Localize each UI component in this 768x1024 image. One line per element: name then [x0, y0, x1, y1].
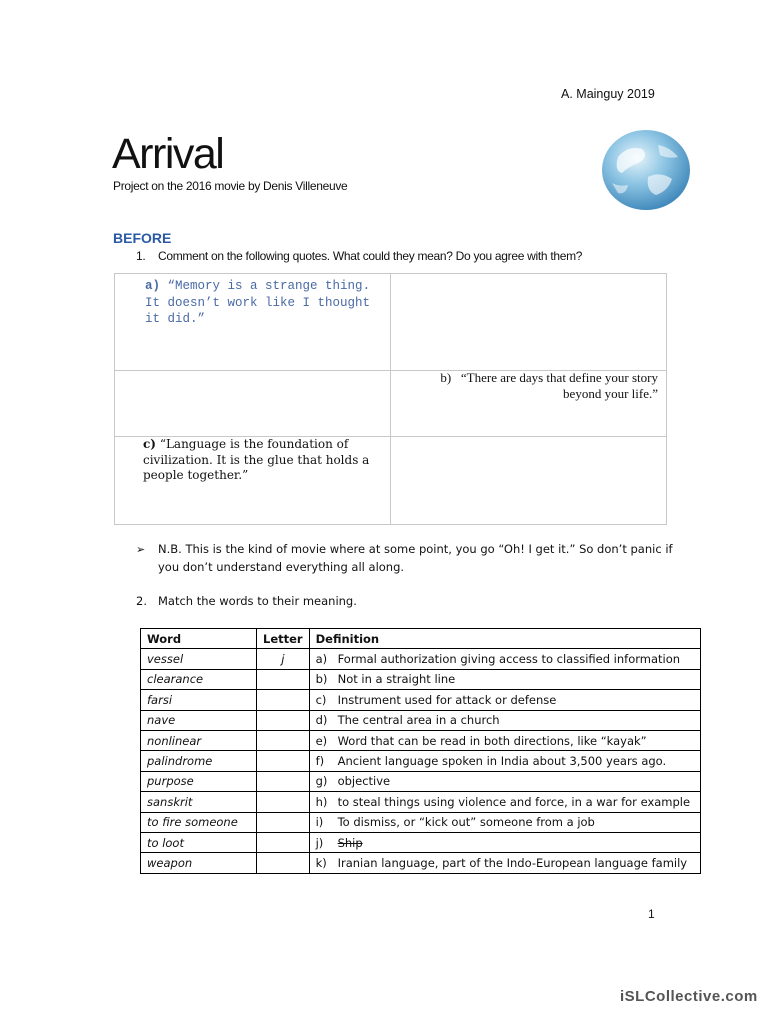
question-1-text: Comment on the following quotes. What could they mean? Do you agree with them?	[158, 249, 583, 263]
question-1-number: 1.	[136, 249, 146, 263]
header-letter: Letter	[257, 629, 310, 649]
letter-cell[interactable]	[257, 832, 310, 852]
document-subtitle: Project on the 2016 movie by Denis Villeneuve	[113, 179, 348, 193]
word-cell: clearance	[141, 669, 257, 689]
definition-cell	[309, 710, 700, 730]
word-cell: farsi	[141, 690, 257, 710]
letter-cell[interactable]	[257, 853, 310, 873]
match-table-header	[141, 629, 701, 649]
note	[136, 541, 676, 576]
definition-letter: h)	[315, 794, 328, 809]
definition-text: Iranian language, part of the Indo-European language family	[337, 855, 688, 870]
arrow-bullet-icon: ➢	[136, 543, 146, 556]
definition-cell	[309, 853, 700, 873]
quotes-table	[114, 273, 667, 525]
quote-b-label: b)	[440, 370, 452, 385]
watermark: iSLCollective.com	[620, 988, 758, 1005]
letter-cell[interactable]	[257, 792, 310, 812]
letter-cell[interactable]	[257, 812, 310, 832]
definition-text: objective	[337, 774, 391, 789]
author-line: A. Mainguy 2019	[561, 87, 655, 101]
header-definition: Definition	[309, 629, 700, 649]
page-number: 1	[648, 907, 655, 921]
header-word: Word	[141, 629, 257, 649]
definition-letter: g)	[315, 774, 328, 789]
definition-cell	[309, 792, 700, 812]
word-cell: sanskrit	[141, 792, 257, 812]
word-cell: purpose	[141, 771, 257, 791]
definition-text: Word that can be read in both directions, like “kayak”	[337, 733, 647, 748]
table-row	[141, 690, 701, 710]
definition-cell	[309, 771, 700, 791]
table-row	[141, 853, 701, 873]
note-text: N.B. This is the kind of movie where at some point, you go “Oh! I get it.” So don’t panic if you don’t understand everything all along.	[158, 542, 673, 574]
definition-letter: c)	[315, 692, 327, 707]
definition-text: Formal authorization giving access to classified information	[337, 652, 681, 667]
definition-letter: b)	[315, 672, 328, 687]
table-row	[141, 771, 701, 791]
quote-a-label: a)	[145, 279, 161, 293]
earth-globe-image	[598, 127, 694, 213]
word-cell: weapon	[141, 853, 257, 873]
definition-text: Not in a straight line	[337, 672, 456, 687]
definition-letter: f)	[315, 754, 325, 769]
table-row	[141, 792, 701, 812]
word-cell: to fire someone	[141, 812, 257, 832]
table-row	[141, 669, 701, 689]
table-row	[141, 730, 701, 750]
match-table	[140, 628, 701, 874]
definition-cell	[309, 730, 700, 750]
definition-text: Ancient language spoken in India about 3,500 years ago.	[337, 754, 667, 769]
section-heading-before: BEFORE	[113, 230, 172, 246]
definition-used-struck	[316, 836, 363, 850]
table-row	[141, 710, 701, 730]
question-2-number: 2.	[136, 594, 147, 608]
definition-cell	[309, 669, 700, 689]
letter-cell[interactable]	[257, 771, 310, 791]
letter-cell[interactable]	[257, 690, 310, 710]
letter-cell[interactable]	[257, 730, 310, 750]
definition-letter: a)	[315, 652, 328, 667]
table-row	[141, 751, 701, 771]
definition-letter: i)	[315, 815, 324, 830]
definition-cell	[309, 832, 700, 852]
definition-cell	[309, 649, 700, 669]
table-row	[141, 649, 701, 669]
letter-cell[interactable]	[257, 669, 310, 689]
definition-cell	[309, 751, 700, 771]
definition-cell	[309, 812, 700, 832]
quote-b-text: “There are days that define your story beyond your life.”	[460, 370, 658, 401]
question-1	[136, 249, 582, 263]
letter-cell[interactable]	[257, 751, 310, 771]
quote-a	[145, 278, 385, 328]
quote-b	[418, 370, 658, 401]
letter-cell[interactable]	[257, 710, 310, 730]
definition-cell	[309, 690, 700, 710]
document-title: Arrival	[112, 130, 224, 178]
definition-text: to steal things using violence and force, in a war for example	[337, 794, 691, 809]
definition-text: Ship	[337, 835, 363, 850]
word-cell: nave	[141, 710, 257, 730]
word-cell: nonlinear	[141, 730, 257, 750]
definition-text: Instrument used for attack or defense	[337, 692, 557, 707]
word-cell: to loot	[141, 832, 257, 852]
quote-c	[143, 437, 383, 484]
word-cell: palindrome	[141, 751, 257, 771]
definition-letter: e)	[315, 733, 328, 748]
definition-letter: j)	[315, 835, 324, 850]
definition-text: To dismiss, or “kick out” someone from a job	[337, 815, 595, 830]
table-row	[141, 812, 701, 832]
question-2-text: Match the words to their meaning.	[158, 594, 357, 608]
word-cell: vessel	[141, 649, 257, 669]
quote-a-text: “Memory is a strange thing. It doesn’t work like I thought it did.”	[145, 279, 371, 326]
definition-text: The central area in a church	[337, 713, 500, 728]
quote-c-label: c)	[143, 437, 156, 451]
definition-letter: k)	[315, 855, 327, 870]
quote-c-text: “Language is the foundation of civilization. It is the glue that holds a people together.”	[143, 437, 370, 482]
question-2	[136, 594, 357, 608]
table-row	[141, 832, 701, 852]
definition-letter: d)	[315, 713, 328, 728]
letter-cell[interactable]: j	[257, 649, 310, 669]
